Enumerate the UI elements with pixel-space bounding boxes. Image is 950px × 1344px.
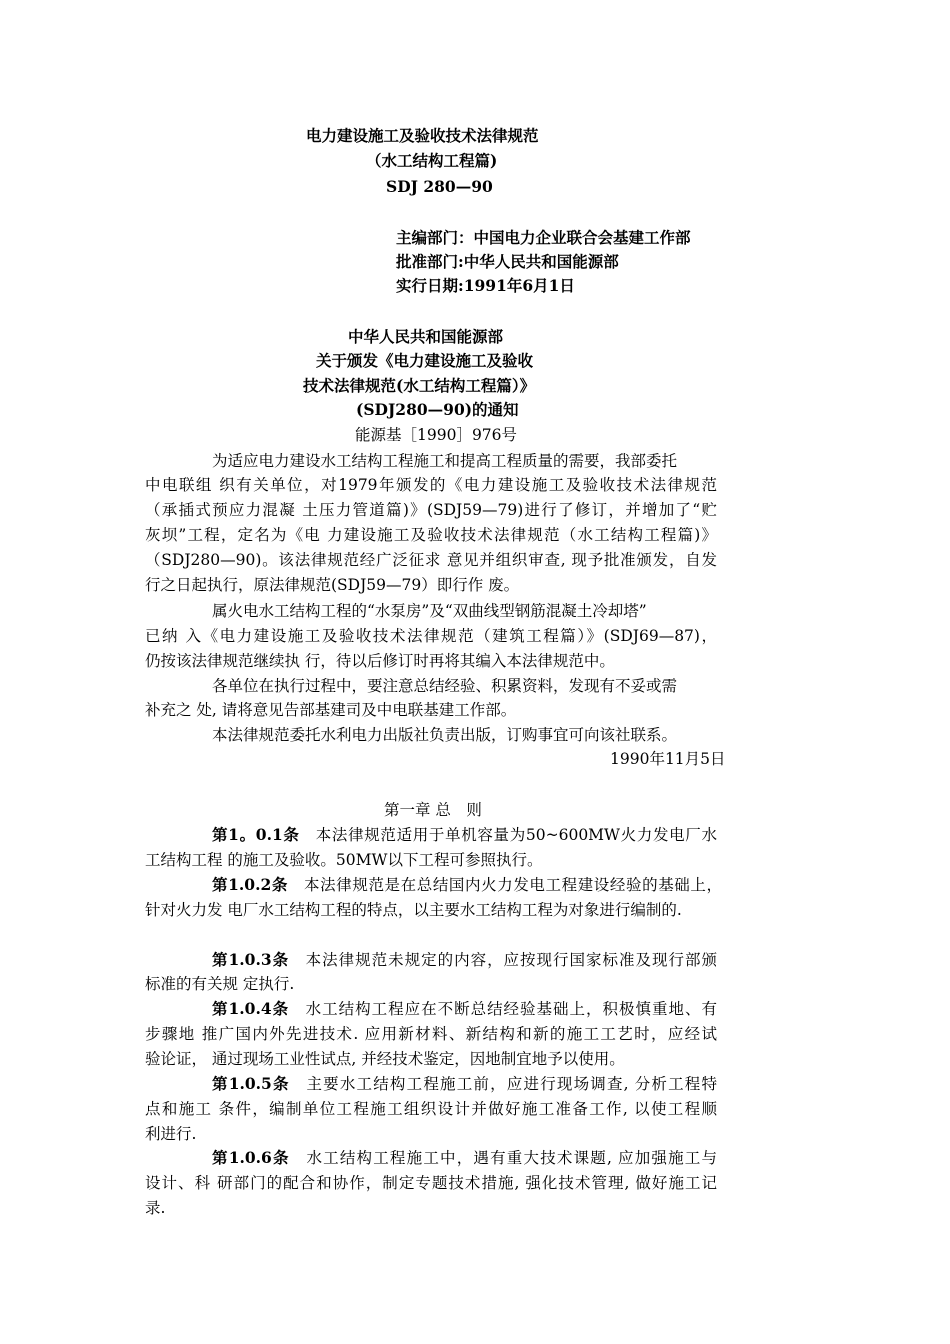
notice-p2-line: 已纳 入《电力建设施工及验收技术法律规范（建筑工程篇）》(SDJ69—87)， [145, 627, 717, 645]
article-text-line: 点和施工 条件，编制单位工程施工组织设计并做好施工准备工作, 以使工程顺 [145, 1100, 717, 1118]
article-text-line: 设计、科 研部门的配合和协作，制定专题技术措施, 强化技术管理, 做好施工记 [145, 1174, 717, 1192]
article-label: 第1.0.4条 [212, 999, 290, 1018]
article-text-line: 针对火力发 电厂水工结构工程的特点，以主要水工结构工程为对象进行编制的. [145, 901, 682, 919]
article-text-line: 利进行. [145, 1125, 197, 1143]
chapter-title: 第一章 总 则 [384, 801, 482, 819]
article-text: 本法律规范未规定的内容，应按现行国家标准及现行部颁 [289, 951, 717, 969]
effective-date: 实行日期:1991年6月1日 [396, 276, 575, 295]
article-text: 主要水工结构工程施工前，应进行现场调查, 分析工程特 [289, 1075, 718, 1093]
notice-p1-line: 灰坝”工程，定名为《电 力建设施工及验收技术法律规范（水工结构工程篇)》 [145, 526, 717, 544]
doc-subtitle: （水工结构工程篇) [366, 151, 498, 170]
notice-heading-4: (SDJ280—90)的通知 [356, 400, 519, 419]
notice-p1-line: （承插式预应力混凝 土压力管道篇)》(SDJ59—79)进行了修订，并增加了“贮 [145, 501, 717, 519]
article-text: 水工结构工程应在不断总结经验基础上，积极慎重地、有 [289, 1000, 717, 1018]
article-text-line: 工结构工程 的施工及验收。50MW以下工程可参照执行。 [145, 851, 543, 869]
article-label: 第1.0.5条 [212, 1074, 290, 1093]
article-text-line: 标准的有关规 定执行. [145, 975, 295, 993]
notice-heading-1: 中华人民共和国能源部 [348, 327, 504, 346]
article-1-0-6 [212, 1148, 717, 1168]
article-text: 本法律规范适用于单机容量为50~600MW火力发电厂水 [299, 826, 717, 844]
article-text: 水工结构工程施工中，遇有重大技术课题, 应加强施工与 [289, 1149, 718, 1167]
editor-dept: 主编部门：中国电力企业联合会基建工作部 [396, 228, 691, 247]
article-label: 第1.0.2条 [212, 875, 288, 894]
article-1-0-1 [212, 825, 717, 845]
notice-heading-2: 关于颁发《电力建设施工及验收 [316, 351, 534, 370]
notice-p4: 本法律规范委托水利电力出版社负责出版，订购事宜可向该社联系。 [212, 726, 678, 744]
article-label: 第1。0.1条 [212, 825, 300, 844]
notice-p1-line: 中电联组 织有关单位，对1979年颁发的《电力建设施工及验收技术法律规范 [145, 476, 717, 494]
article-1-0-4 [212, 999, 717, 1019]
approver-dept: 批准部门:中华人民共和国能源部 [396, 252, 619, 271]
notice-p2-line: 属火电水工结构工程的“水泵房”及“双曲线型钢筋混凝土冷却塔” [212, 602, 647, 620]
document-number: 能源基［1990］976号 [355, 426, 518, 444]
notice-date: 1990年11月5日 [610, 750, 726, 768]
notice-p1-line: 行之日起执行，原法律规范(SDJ59—79）即行作 废。 [145, 576, 520, 594]
notice-p1-line: （SDJ280—90)。该法律规范经广泛征求 意见并组织审查, 现予批准颁发，自发 [145, 551, 717, 569]
notice-p3-line: 各单位在执行过程中，要注意总结经验、积累资料，发现有不妥或需 [212, 677, 678, 695]
article-1-0-5 [212, 1074, 717, 1094]
notice-p1-line: 为适应电力建设水工结构工程施工和提高工程质量的需要，我部委托 [212, 452, 678, 470]
article-label: 第1.0.3条 [212, 950, 290, 969]
article-text-line: 录. [145, 1199, 166, 1217]
article-text-line: 验论证， 通过现场工业性试点, 并经技术鉴定，因地制宜地予以使用。 [145, 1050, 625, 1068]
article-text-line: 步骤地 推广国内外先进技术. 应用新材料、新结构和新的施工工艺时，应经试 [145, 1025, 717, 1043]
article-text: 本法律规范是在总结国内火力发电工程建设经验的基础上， [287, 876, 722, 894]
article-label: 第1.0.6条 [212, 1148, 290, 1167]
doc-title: 电力建设施工及验收技术法律规范 [306, 126, 539, 145]
notice-heading-3: 技术法律规范(水工结构工程篇）》 [303, 376, 536, 395]
article-1-0-3 [212, 950, 717, 970]
article-1-0-2 [212, 875, 722, 895]
notice-p3-line: 补充之 处, 请将意见告部基建司及中电联基建工作部。 [145, 701, 517, 719]
doc-code: SDJ 280—90 [386, 177, 493, 196]
notice-p2-line: 仍按该法律规范继续执 行，待以后修订时再将其编入本法律规范中。 [145, 652, 615, 670]
